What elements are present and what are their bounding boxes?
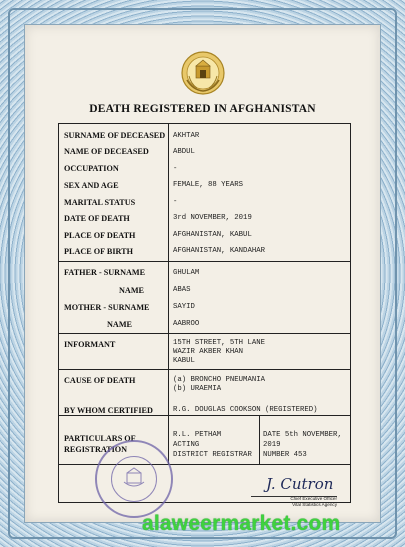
father-name-value: ABAS: [173, 286, 191, 294]
section-divider: [58, 333, 351, 334]
father-name-label: NAME: [119, 286, 145, 295]
cause-of-death-label: CAUSE OF DEATH: [64, 376, 136, 385]
registrar-line: R.L. PETHAM: [173, 431, 222, 439]
informant-label: INFORMANT: [64, 340, 116, 349]
place-of-birth-label: PLACE OF BIRTH: [64, 247, 134, 256]
column-divider: [259, 415, 260, 464]
section-divider: [58, 369, 351, 370]
section-divider: [58, 415, 351, 416]
signature-scribble: J. Cutron: [266, 475, 334, 493]
registrar-line: ACTING: [173, 441, 200, 449]
official-seal-icon: [95, 440, 173, 518]
mother-surname-value: SAYID: [173, 303, 195, 311]
mother-name-label: NAME: [107, 320, 133, 329]
mother-surname-label: MOTHER - SURNAME: [64, 303, 150, 312]
place-of-birth-value: AFGHANISTAN, KANDAHAR: [173, 247, 265, 255]
column-divider: [168, 123, 169, 415]
registration-label: PARTICULARS OF: [64, 434, 136, 443]
signature: [262, 471, 338, 497]
mother-name-value: AABROO: [173, 320, 200, 328]
registration-number: NUMBER 453: [263, 451, 307, 459]
occupation-label: OCCUPATION: [64, 164, 119, 173]
date-of-death-value: 3rd NOVEMBER, 2019: [173, 214, 252, 222]
date-of-death-label: DATE OF DEATH: [64, 214, 130, 223]
signer-title: Chief Executive Officer: [290, 496, 337, 501]
informant-address-line: KABUL: [173, 357, 195, 365]
surname-label: SURNAME OF DECEASED: [64, 131, 166, 140]
certified-by-value: R.G. DOUGLAS COOKSON (REGISTERED): [173, 406, 318, 414]
signer-agency: Vital Statistics Agency: [292, 502, 337, 507]
informant-address-line: WAZIR AKBER KHAN: [173, 348, 244, 356]
father-surname-label: FATHER - SURNAME: [64, 268, 146, 277]
name-value: ABDUL: [173, 148, 195, 156]
registrar-line: DISTRICT REGISTRAR: [173, 451, 252, 459]
marital-status-label: MARITAL STATUS: [64, 198, 136, 207]
afghanistan-emblem-icon: [179, 50, 227, 96]
certified-by-label: BY WHOM CERTIFIED: [64, 406, 153, 415]
marital-status-value: -: [173, 198, 178, 206]
registration-label: REGISTRATION: [64, 445, 128, 454]
registration-date: 2019: [263, 441, 281, 449]
place-of-death-label: PLACE OF DEATH: [64, 231, 136, 240]
registration-date: DATE 5th NOVEMBER,: [263, 431, 342, 439]
sex-age-value: FEMALE, 88 YEARS: [173, 181, 244, 189]
cause-line: (b) URAEMIA: [173, 385, 222, 393]
column-divider: [168, 415, 169, 464]
father-surname-value: GHULAM: [173, 269, 200, 277]
cause-line: (a) BRONCHO PNEUMANIA: [173, 376, 265, 384]
name-label: NAME OF DECEASED: [64, 147, 149, 156]
informant-address-line: 15TH STREET, 5TH LANE: [173, 339, 265, 347]
section-divider: [58, 261, 351, 262]
place-of-death-value: AFGHANISTAN, KABUL: [173, 231, 252, 239]
watermark-text: alaweermarket.com: [142, 512, 341, 535]
sex-age-label: SEX AND AGE: [64, 181, 119, 190]
surname-value: AKHTAR: [173, 132, 200, 140]
document-title: DEATH REGISTERED IN AFGHANISTAN: [89, 103, 316, 115]
occupation-value: -: [173, 165, 178, 173]
